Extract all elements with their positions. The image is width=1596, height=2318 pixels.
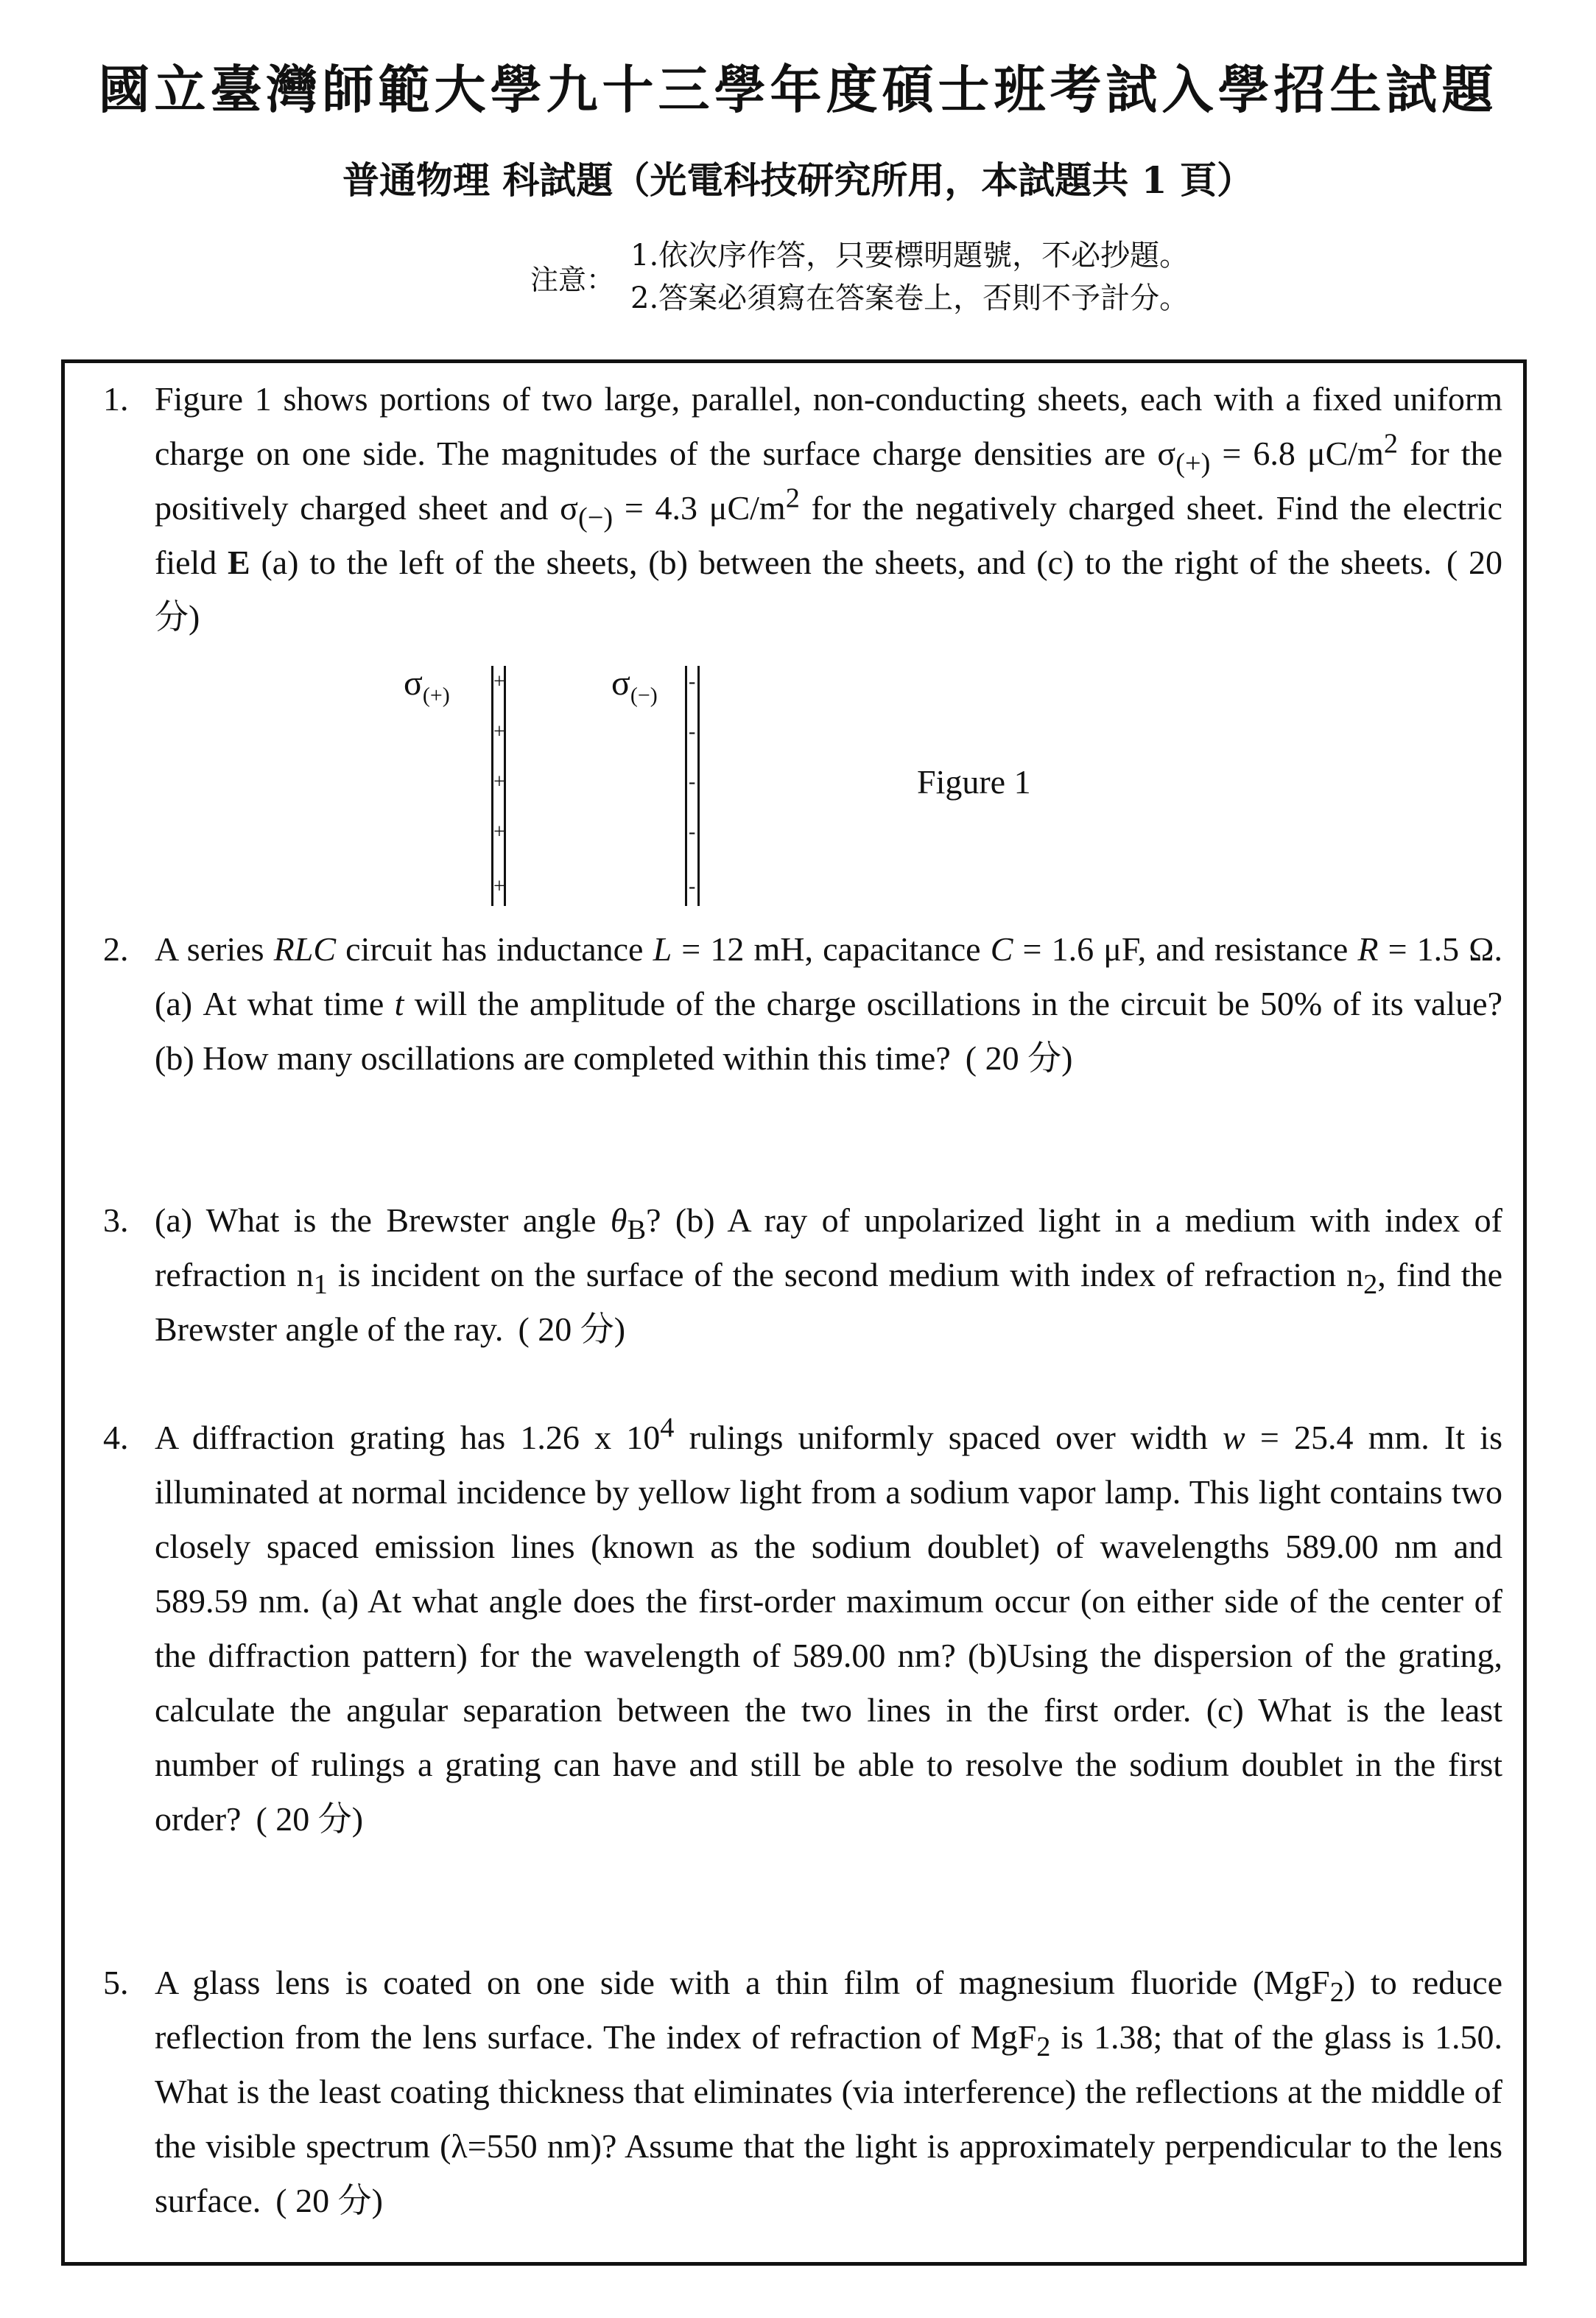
q2-rlc: RLC	[273, 930, 337, 968]
q1-text-d: = 4.3 μC/m	[613, 489, 786, 527]
negative-sheet-label	[611, 663, 658, 708]
q2-text-c: = 12 mH, capacitance	[672, 930, 991, 968]
question-number: 5.	[103, 1964, 129, 2001]
points: ( 20 分)	[155, 544, 1502, 636]
exam-subtitle: 普通物理 科試題（光電科技研究所用，本試題共 1 頁）	[342, 158, 1254, 202]
q3-theta: θ	[610, 1201, 627, 1239]
q4-text-a: A diffraction grating has 1.26 x 10	[155, 1419, 661, 1456]
sigma-sub: (−)	[630, 683, 658, 708]
q2-text-a: A series	[155, 930, 274, 968]
figure-1	[383, 663, 1119, 913]
q1-text-f: (a) to the left of the sheets, (b) between the sheets, and (c) to the right of the sheets.	[250, 544, 1432, 581]
plus-sign: +	[493, 770, 505, 793]
notice	[530, 234, 1189, 320]
question-number: 3.	[103, 1201, 129, 1239]
question-3	[103, 1193, 1502, 1357]
question-5	[103, 1956, 1502, 2228]
q4-sup: 4	[660, 1412, 675, 1444]
q1-field-symbol: E	[228, 544, 250, 581]
q2-symbol-t: t	[394, 985, 404, 1022]
question-text	[155, 372, 1502, 645]
minus-sign: -	[689, 875, 696, 898]
q3-text-c: is incident on the surface of the second medium with index of refraction n	[327, 1256, 1364, 1293]
q3-text-a: (a) What is the Brewster angle	[155, 1201, 611, 1239]
sigma-sub: (+)	[422, 683, 450, 708]
q1-text-e: for the negatively charged sheet. Find the electric field	[155, 489, 1502, 581]
plus-sign: +	[493, 670, 505, 693]
q3-theta-sub: B	[627, 1215, 647, 1246]
notice-item-1: 1.依次序作答，只要標明題號，不必抄題。	[630, 239, 1189, 273]
exam-title: 國立臺灣師範大學九十三學年度碩士班考試入學招生試題	[98, 59, 1498, 120]
question-text	[155, 1411, 1502, 1847]
plus-sign: +	[493, 720, 505, 743]
question-1	[103, 372, 1502, 645]
q1-text-c: for the positively charged sheet and σ	[155, 435, 1502, 527]
question-number: 1.	[103, 380, 129, 418]
question-text	[155, 1956, 1502, 2228]
question-2	[103, 922, 1502, 1086]
notice-label: 注意：	[530, 263, 615, 296]
q3-text-d: , find the Brewster angle of the ray.	[155, 1256, 1502, 1348]
q1-sub-1: (+)	[1175, 448, 1211, 480]
q3-sub-2: 2	[1363, 1269, 1378, 1301]
sigma-symbol: σ	[611, 664, 630, 703]
q2-text-e: = 1.5 Ω. (a) At what time	[155, 930, 1502, 1022]
q2-text-f: will the amplitude of the charge oscillations in the circuit be 50% of its value? (b) How many oscillations are completed within this time?	[155, 985, 1502, 1077]
plus-sign: +	[493, 821, 505, 843]
minus-sign: -	[689, 670, 696, 693]
figure-caption: Figure 1	[917, 763, 1031, 801]
q5-text-a: A glass lens is coated on one side with a thin film of magnesium fluoride (MgF	[155, 1964, 1330, 2001]
q2-symbol-c: C	[990, 930, 1013, 968]
question-text	[155, 1193, 1502, 1357]
notice-items	[630, 234, 1189, 320]
q4-symbol-w: w	[1223, 1419, 1245, 1456]
q2-text-b: circuit has inductance	[336, 930, 653, 968]
minus-sign: -	[689, 770, 696, 793]
question-text	[155, 922, 1502, 1086]
q5-text-c: is 1.38; that of the glass is 1.50. What is the least coating thickness that eliminates (via interference) the reflections at the middle of the visible spectrum (λ=550 nm)? Assume that the light is approximately perpendicular to the lens surface.	[155, 2018, 1503, 2219]
points: ( 20 分)	[275, 2182, 383, 2219]
q2-symbol-r: R	[1357, 930, 1379, 968]
q2-symbol-l: L	[653, 930, 672, 968]
question-4	[103, 1411, 1502, 1847]
sigma-symbol: σ	[404, 664, 423, 703]
q4-text-b: rulings uniformly spaced over width	[674, 1419, 1223, 1456]
plus-sign: +	[493, 875, 505, 898]
q3-sub-1: 1	[313, 1269, 328, 1301]
points: ( 20 分)	[256, 1800, 364, 1838]
notice-item-2: 2.答案必須寫在答案卷上，否則不予計分。	[630, 281, 1189, 315]
points: ( 20 分)	[965, 1039, 1073, 1077]
q1-sup-1: 2	[1383, 428, 1399, 460]
minus-sign: -	[689, 821, 696, 843]
q1-text-a: Figure 1 shows portions of two large, parallel, non-conducting sheets, each with a fixed uniform charge on one side. The magnitudes of the surface charge densities are σ	[155, 380, 1502, 472]
q3-text-b: ? (b) A ray of unpolarized light in a medium with index of refraction n	[155, 1201, 1502, 1293]
q2-text-d: = 1.6 μF, and resistance	[1013, 930, 1358, 968]
positive-sheet-label	[404, 663, 450, 708]
q5-sub-2: 2	[1036, 2031, 1051, 2063]
q1-sub-2: (−)	[577, 502, 614, 534]
question-number: 2.	[103, 930, 129, 968]
q1-sup-2: 2	[785, 482, 800, 514]
minus-sign: -	[689, 720, 696, 743]
q5-sub-1: 2	[1329, 1977, 1344, 2009]
q1-text-b: = 6.8 μC/m	[1210, 435, 1384, 472]
q4-text-c: = 25.4 mm. It is illuminated at normal incidence by yellow light from a sodium vapor lamp. This light contains two closely spaced emission lines (known as the sodium doublet) of wavelengths 589.00 nm and 589.59 nm. (a) At what angle does the first-order maximum occur (on either side of the center of the diffraction pattern) for the wavelength of 589.00 nm? (b)Using the dispersion of the grating, calculate the angular separation between the two lines in the first order. (c) What is the least number of rulings a grating can have and still be able to resolve the sodium doublet in the first order?	[155, 1419, 1502, 1838]
points: ( 20 分)	[518, 1310, 626, 1348]
q5-text-b: ) to reduce reflection from the lens surface. The index of refraction of MgF	[155, 1964, 1502, 2056]
question-number: 4.	[103, 1419, 129, 1456]
